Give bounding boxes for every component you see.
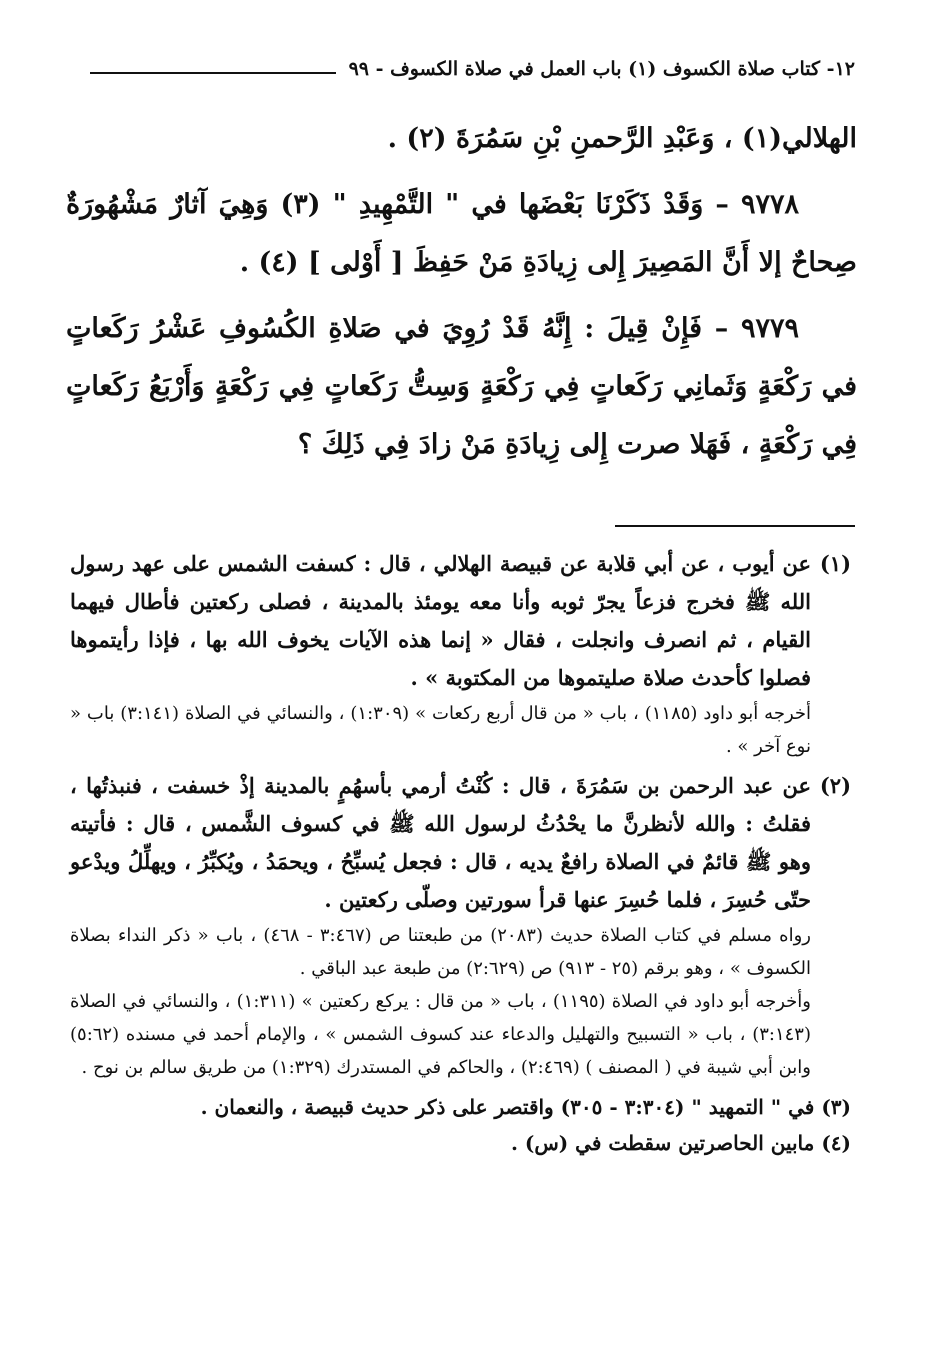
paragraph-9778: ٩٧٧٨ – وَقَدْ ذَكَرْنَا بَعْضَها في " التَّمْهِيدِ " (٣) وَهِيَ آثارٌ مَشْهُورَةٌ صِحاحٌ إلا أَنَّ المَصِيرَ إِلى زِيادَةِ مَنْ حَفِظَ [ أَوْلى ] (٤) .	[66, 189, 857, 278]
paragraph-continuation: الهلالي(١) ، وَعَبْدِ الرَّحمنِ بْنِ سَمُرَةَ (٢) .	[387, 123, 857, 154]
footnote-1-source: أخرجه أبو داود (١١٨٥) ، باب « من قال أربع ركعات » (١:٣٠٩) ، والنسائي في الصلاة (٣:١٤١) باب « نوع آخر » .	[70, 703, 812, 757]
footnote-1-number: (١)	[819, 551, 851, 576]
running-head	[90, 58, 855, 90]
running-head-rule	[90, 72, 336, 74]
footnote-2-source-muslim: رواه مسلم في كتاب الصلاة حديث (٢٠٨٣) من طبعتنا ص (٣:٤٦٧ - ٤٦٨) ، باب « ذكر النداء بصلاة الكسوف » ، وهو برقم (٢٥ - ٩١٣) ص (٢:٦٢٩) من طبعة عبد الباقي .	[70, 925, 811, 979]
footnote-2-text: عن عبد الرحمن بن سَمُرَةَ ، قال : كُنْتُ أرمي بأسهُمٍ بالمدينة إذْ خسفت ، فنبذتُها ، فقلتُ : والله لأنظرنَّ ما يحْدُثُ لرسول الله ﷺ في كسوف الشَّمس ، قال : فأتيته وهو ﷺ قائمٌ في الصلاة رافعٌ يديه ، قال : فجعل يُسبِّحُ ، ويحمَدُ ، ويُكبِّرُ ، ويهلِّلُ ويدْعو حتّى حُسِرَ ، فلما حُسِرَ عنها قرأ سورتين وصلّى ركعتين .	[70, 773, 811, 912]
footnote-1-text: عن أيوب ، عن أبي قلابة عن قبيصة الهلالي ، قال : كسفت الشمس على عهد رسول الله ﷺ فخرج فزعاً يجرّ ثوبه وأنا معه يومئذ بالمدينة ، فصلى ركعتين فأطال فيهما القيام ، ثم انصرف وانجلت ، فقال « إنما هذه الآيات يخوف الله بها ، فإذا رأيتموها فصلوا كأحدث صلاة صليتموها من المكتوبة » .	[70, 551, 811, 690]
footnote-2-source-others: وأخرجه أبو داود في الصلاة (١١٩٥) ، باب « من قال : يركع ركعتين » (١:٣١١) ، والنسائي في الصلاة (٣:١٤٣) ، باب « التسبيح والتهليل والدعاء عند كسوف الشمس » ، والإمام أحمد في مسنده (٥:٦٢) وابن أبي شيبة في ( المصنف ) (٢:٤٦٩) ، والحاكم في المستدرك (١:٣٢٩) من طريق سالم بن نوح .	[70, 991, 811, 1078]
main-text	[66, 110, 857, 474]
footnote-separator	[615, 525, 855, 527]
footnotes	[70, 545, 851, 1160]
footnote-4: (٤) مابين الحاصرتين سقطت في (س) .	[510, 1131, 851, 1155]
paragraph-9779: ٩٧٧٩ – فَإِنْ قِيلَ : إِنَّهُ قَدْ رُوِيَ في صَلاةِ الكُسُوفِ عَشْرُ رَكَعاتٍ في رَكْعَةٍ وَثَمانِي رَكَعاتٍ فِي رَكْعَةٍ وَسِتُّ رَكَعاتٍ فِي رَكْعَةٍ وَأَرْبَعُ رَكَعاتٍ فِي رَكْعَةٍ ، فَهَلا صرت إِلى زِيادَةِ مَنْ زادَ فِي ذَلِكَ ؟	[66, 313, 857, 460]
footnote-2-number: (٢)	[819, 773, 851, 798]
footnote-2	[70, 767, 851, 1084]
footnote-3: (٣) في " التمهيد " (٣:٣٠٤ - ٣٠٥) واقتصر على ذكر حديث قبيصة ، والنعمان .	[200, 1095, 851, 1119]
footnote-1	[70, 545, 851, 763]
running-head-title: ١٢- كتاب صلاة الكسوف (١) باب العمل في صلاة الكسوف - ٩٩	[348, 58, 855, 80]
